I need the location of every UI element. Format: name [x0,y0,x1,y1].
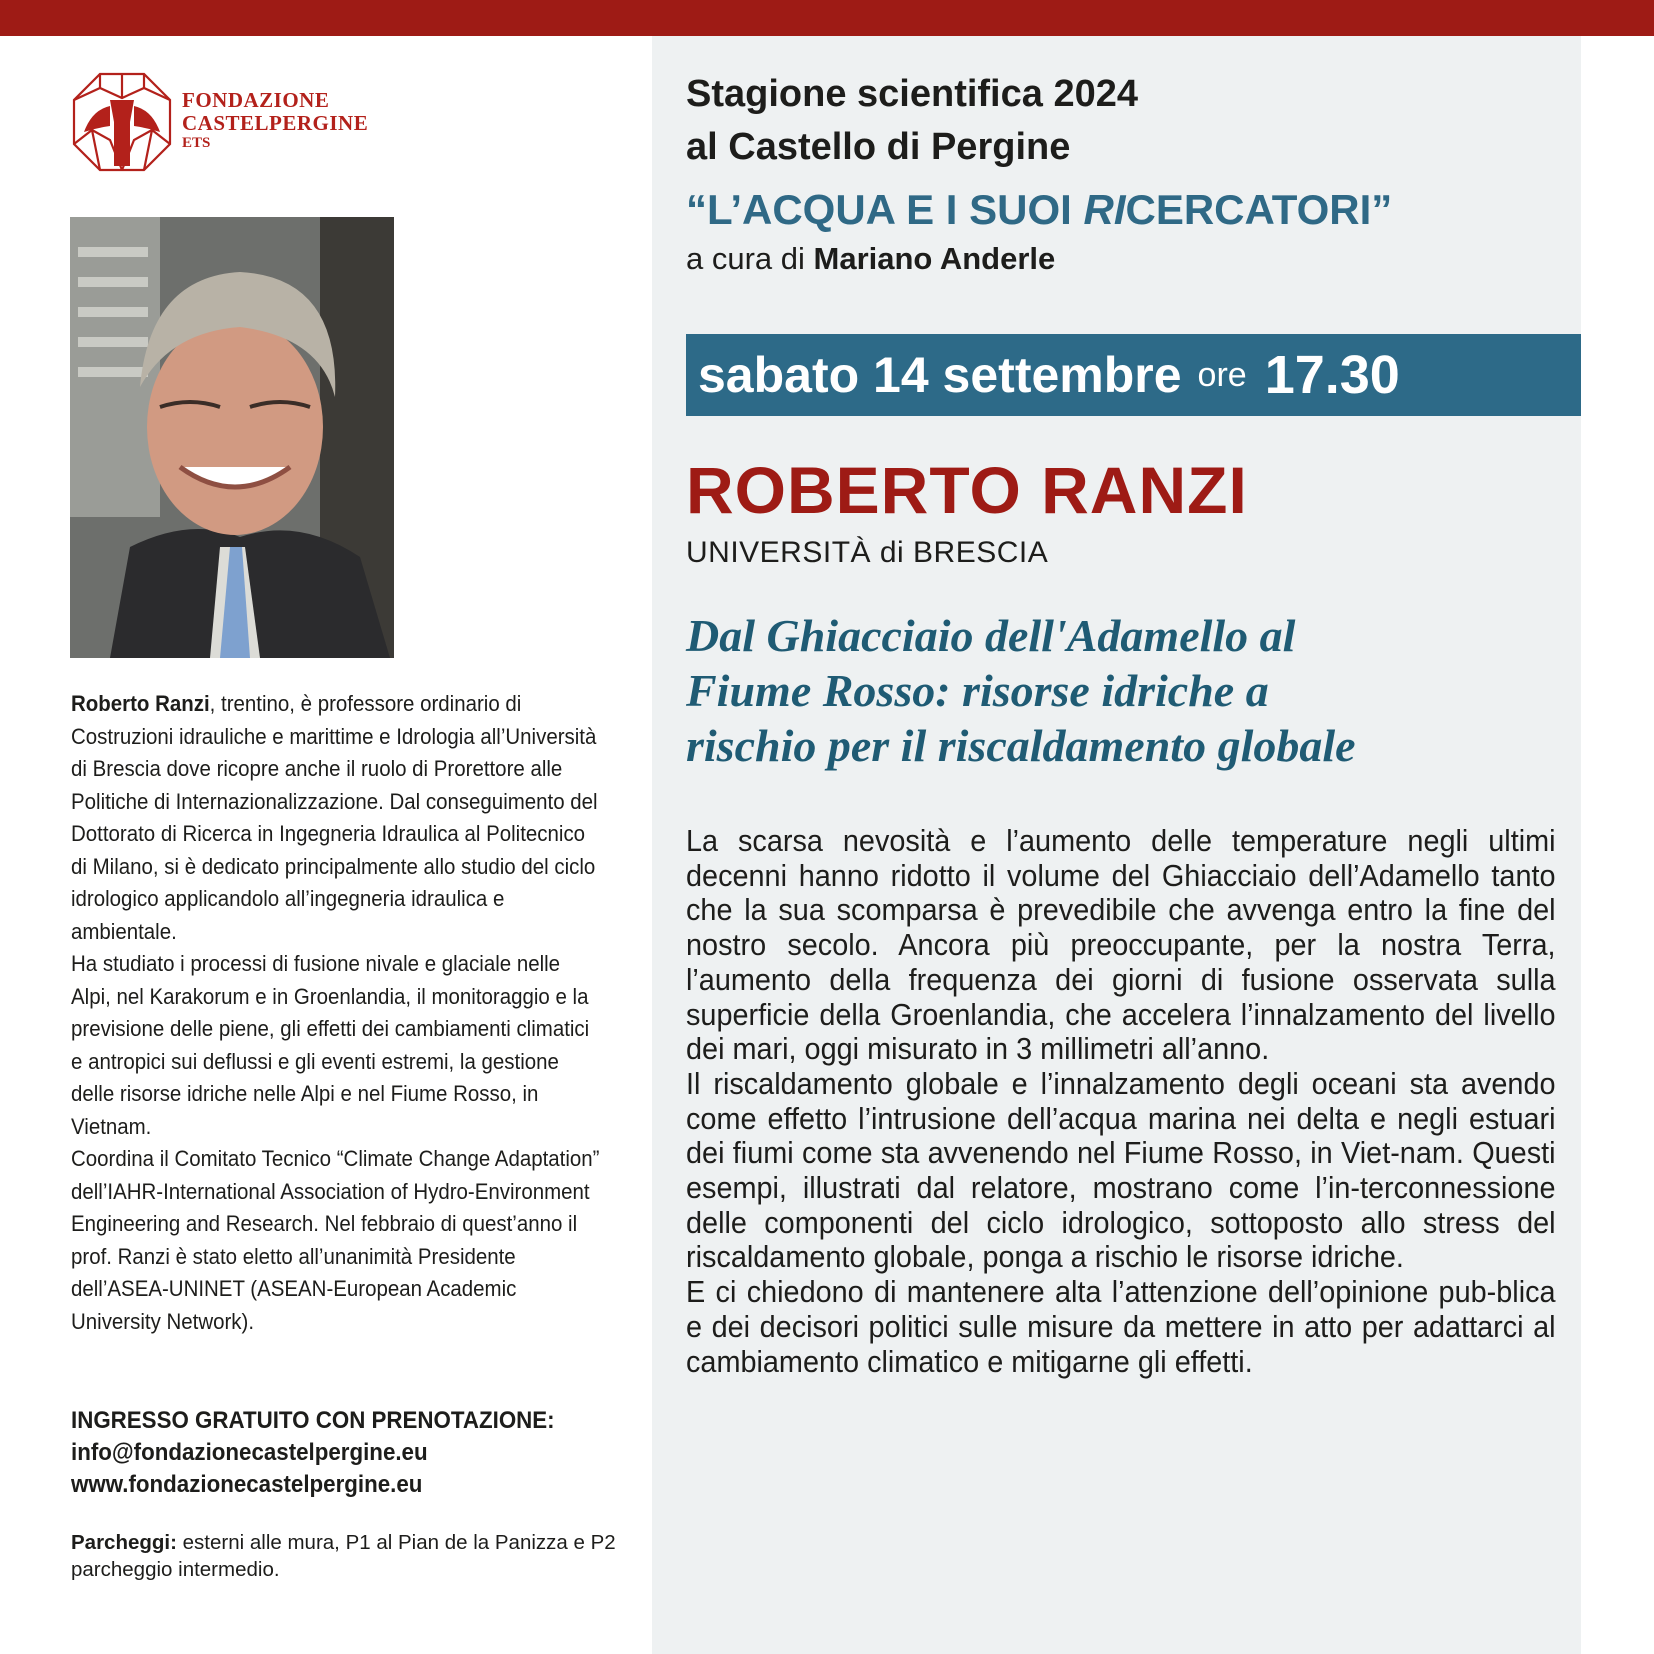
season-line-2: al Castello di Pergine [686,126,1071,168]
booking-info [71,1405,629,1501]
talk-title-line-3: rischio per il riscaldamento globale [686,720,1356,771]
event-time: 17.30 [1264,345,1400,405]
curator-name: Mariano Anderle [813,241,1056,276]
castle-emblem-icon [70,70,174,174]
foundation-logo [70,68,390,174]
top-brand-bar [0,0,1654,36]
speaker-portrait [70,217,394,658]
parking-text: esterni alle mura, P1 al Pian de la Panizza e P2 parcheggio intermedio. [71,1531,616,1581]
abstract-paragraph-3: E ci chiedono di mantenere alta l’attenzione dell’opinione pub-blica e dei decisori politici sulle misure da mettere in atto per adattarci al cambiamento climatico e mitigarne gli effetti. [686,1274,1556,1379]
event-date-banner [686,334,1581,416]
abstract-paragraph-1: La scarsa nevosità e l’aumento delle temperature negli ultimi decenni hanno ridotto il volume del Ghiacciaio dell’Adamello tanto che la sua scomparsa è prevedibile che avvenga entro la fine del nostro secolo. Ancora più preoccupante, per la nostra Terra, l’aumento della frequenza dei giorni di fusione osservata sulla superficie della Groenlandia, che accelera l’innalzamento del livello dei mari, oggi misurato in 3 millimetri all’anno. [686,823,1556,1067]
booking-title: INGRESSO GRATUITO CON PRENOTAZIONE: [71,1407,555,1434]
season-line-1: Stagione scientifica 2024 [686,73,1138,115]
bio-paragraph-1 [71,688,601,948]
parking-label: Parcheggi: [71,1531,177,1554]
curator-line [686,241,1055,277]
talk-abstract [686,824,1556,1379]
bio-name: Roberto Ranzi [71,691,210,716]
parking-info [71,1529,691,1583]
speaker-biography [71,688,601,1338]
season-heading [686,68,1138,174]
speaker-affiliation: UNIVERSITÀ di BRESCIA [686,536,1049,569]
talk-title [686,608,1566,773]
logo-line-2: CASTELPERGINE [182,111,369,135]
booking-website-link[interactable]: www.fondazionecastelpergine.eu [71,1471,423,1498]
speaker-name: ROBERTO RANZI [686,453,1248,527]
bio-paragraph-2: Ha studiato i processi di fusione nivale e glaciale nelle Alpi, nel Karakorum e in Groenlandia, il monitoraggio e la previsione delle piene, gli effetti dei cambiamenti climatici e antropici sui deflussi e gli eventi estremi, la gestione delle risorse idriche nelle Alpi e nel Fiume Rosso, in Vietnam. [71,951,590,1139]
talk-title-line-1: Dal Ghiacciaio dell'Adamello al [686,610,1296,661]
series-title-italic: RI [1083,186,1126,233]
event-time-label: ore [1197,355,1247,394]
event-day: sabato 14 settembre [698,347,1182,403]
logo-line-1: FONDAZIONE [182,88,330,112]
booking-email-link[interactable]: info@fondazionecastelpergine.eu [71,1439,428,1466]
series-title-part-2: CERCATORI” [1125,186,1393,233]
logo-line-3: ETS [182,135,211,151]
series-title [686,186,1392,234]
curator-prefix: a cura di [686,241,814,276]
series-title-part-1: “L’ACQUA E I SUOI [686,186,1084,233]
talk-title-line-2: Fiume Rosso: risorse idriche a [686,665,1269,716]
bio-text-1: , trentino, è professore ordinario di Costruzioni idrauliche e marittime e Idrologia all’Università di Brescia dove ricopre anche il ruolo di Prorettore alle Politiche di Internazionalizzazione. Dal conseguimento del Dottorato di Ricerca in Ingegneria Idraulica al Politecnico di Milano, si è dedicato principalmente allo studio del ciclo idrologico applicandolo all’ingegneria idraulica e ambientale. [71,691,598,944]
abstract-paragraph-2: Il riscaldamento globale e l’innalzamento degli oceani sta avendo come effetto l’intrusione dell’acqua marina nei delta e negli estuari dei fiumi come sta avvenendo nel Fiume Rosso, in Viet-nam. Questi esempi, illustrati dal relatore, mostrano come l’in-terconnessione delle componenti del ciclo idrologico, sottoposto allo stress del riscaldamento globale, ponga a rischio le risorse idriche. [686,1065,1556,1275]
bio-paragraph-3: Coordina il Comitato Tecnico “Climate Change Adaptation” dell’IAHR-International Association of Hydro-Environment Engineering and Research. Nel febbraio di quest’anno il prof. Ranzi è stato eletto all’unanimità Presidente dell’ASEA-UNINET (ASEAN-European Academic University Network). [71,1146,600,1334]
